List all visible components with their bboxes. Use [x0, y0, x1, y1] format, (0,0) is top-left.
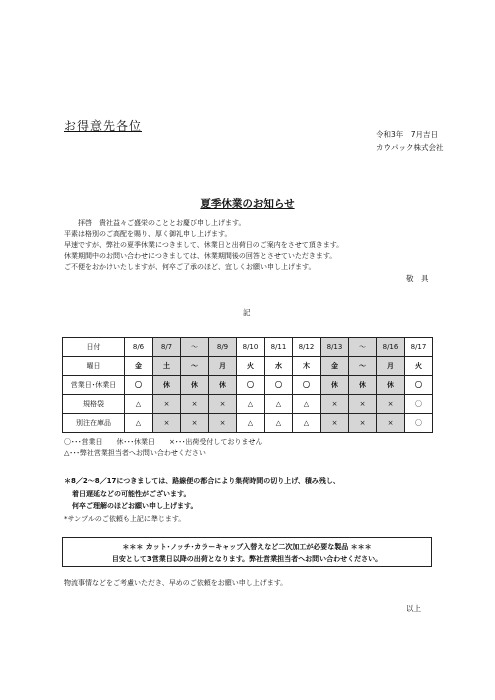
page-title	[0, 196, 495, 211]
table-cell: ×	[349, 395, 377, 414]
table-cell: ～	[349, 338, 377, 357]
row-label: 曜日	[63, 357, 125, 376]
table-cell: 8/16	[377, 338, 405, 357]
body-line: ご不便をおかけいたしますが、何卒ご了承のほど、宜しくお願い申し上げます。	[64, 263, 316, 271]
table-row	[63, 376, 433, 395]
table-cell: 月	[209, 357, 237, 376]
table-cell: △	[237, 395, 265, 414]
table-row	[63, 338, 433, 357]
table-cell: ×	[377, 395, 405, 414]
table-cell: ×	[209, 414, 237, 433]
table-cell: 8/11	[265, 338, 293, 357]
table-cell: 〇	[265, 376, 293, 395]
table-cell: ～	[181, 338, 209, 357]
table-cell: ×	[181, 414, 209, 433]
table-row	[63, 414, 433, 433]
table-cell: 8/6	[125, 338, 153, 357]
note-line: *サンプルのご依頼も上記に準じます。	[64, 514, 186, 523]
table-cell: 〇	[237, 376, 265, 395]
table-cell: 金	[125, 357, 153, 376]
table-cell: ～	[349, 357, 377, 376]
note-line: 何卒ご理解のほどお願い申し上げます。	[72, 502, 198, 510]
row-label: 別注在庫品	[63, 414, 125, 433]
table-cell: 〇	[405, 414, 433, 433]
table-cell: 〇	[125, 376, 153, 395]
body-line: 拝啓 貴社益々ご盛栄のこととお慶び申し上げます。	[78, 219, 246, 227]
table-cell: 休	[153, 376, 181, 395]
table-cell: △	[125, 414, 153, 433]
table-cell: 休	[321, 376, 349, 395]
table-cell: 休	[181, 376, 209, 395]
legend-line: △･･･弊社営業担当者へお問い合わせください	[64, 449, 206, 457]
table-cell: △	[293, 395, 321, 414]
addressee: お得意先各位	[64, 119, 143, 133]
table-cell: △	[265, 414, 293, 433]
table-cell: 火	[405, 357, 433, 376]
legend-line: 〇･･･営業日 休･･･休業日 ×･･･出荷受付しておりません	[64, 438, 263, 446]
table-cell: ×	[321, 395, 349, 414]
note-line: 着日遅延などの可能性がございます。	[72, 489, 191, 498]
row-label: 日付	[63, 338, 125, 357]
table-cell: 8/9	[209, 338, 237, 357]
table-cell: △	[237, 414, 265, 433]
table-cell: ×	[321, 414, 349, 433]
note-line: ＊8／2～8／17につきましては、路線便の都合により集荷時間の切り上げ、積み残し、	[64, 477, 340, 485]
table-cell: 火	[237, 357, 265, 376]
table-cell: △	[293, 414, 321, 433]
footer-request: 物流事情などをご考慮いただき、早めのご依頼をお願い申し上げます。	[64, 579, 288, 587]
closing-ijo: 以上	[406, 604, 421, 613]
table-cell: 休	[349, 376, 377, 395]
table-cell: ～	[181, 357, 209, 376]
body-line: 早速ですが、弊社の夏季休業につきまして、休業日と出荷日のご案内をさせて頂きます。	[64, 241, 344, 249]
table-cell: ×	[153, 414, 181, 433]
notice-line: 目安として3営業日以降の出荷となります。弊社営業担当者へお問い合わせください。	[111, 555, 383, 563]
table-cell: 〇	[405, 395, 433, 414]
notice-line: ＊＊＊ カット･ノッチ･カラーキャップ入替えなど二次加工が必要な製品 ＊＊＊	[122, 543, 372, 551]
row-label: 規格袋	[63, 395, 125, 414]
table-cell: ×	[153, 395, 181, 414]
processing-notice-box	[62, 537, 432, 567]
company-name: カウパック株式会社	[376, 143, 444, 152]
notes	[64, 475, 340, 525]
legend	[64, 437, 262, 459]
table-cell: ×	[209, 395, 237, 414]
table-cell: ×	[181, 395, 209, 414]
table-cell: 休	[209, 376, 237, 395]
table-row	[63, 395, 433, 414]
table-cell: 水	[265, 357, 293, 376]
table-cell: △	[125, 395, 153, 414]
table-cell: 8/10	[237, 338, 265, 357]
table-cell: 8/13	[321, 338, 349, 357]
table-cell: 月	[377, 357, 405, 376]
title-text: 夏季休業のお知らせ	[200, 198, 295, 210]
issue-date: 令和3年 7月吉日	[376, 130, 439, 139]
ki-marker: 記	[243, 308, 251, 317]
closing-keigu: 敬 具	[406, 274, 429, 283]
table-cell: 8/12	[293, 338, 321, 357]
body-line: 平素は格別のご高配を賜り、厚く御礼申し上げます。	[64, 230, 232, 238]
table-cell: 土	[153, 357, 181, 376]
table-cell: 8/17	[405, 338, 433, 357]
table-cell: ×	[377, 414, 405, 433]
table-row	[63, 357, 433, 376]
table-cell: 休	[377, 376, 405, 395]
schedule-table	[62, 337, 433, 433]
table-cell: 金	[321, 357, 349, 376]
table-cell: △	[265, 395, 293, 414]
table-cell: 8/7	[153, 338, 181, 357]
table-cell: 〇	[293, 376, 321, 395]
table-cell: 〇	[405, 376, 433, 395]
table-cell: 木	[293, 357, 321, 376]
greeting-body	[64, 218, 343, 273]
row-label: 営業日･休業日	[63, 376, 125, 395]
table-cell: ×	[349, 414, 377, 433]
body-line: 休業期間中のお問い合わせにつきましては、休業期間後の回答とさせていただきます。	[64, 252, 337, 260]
